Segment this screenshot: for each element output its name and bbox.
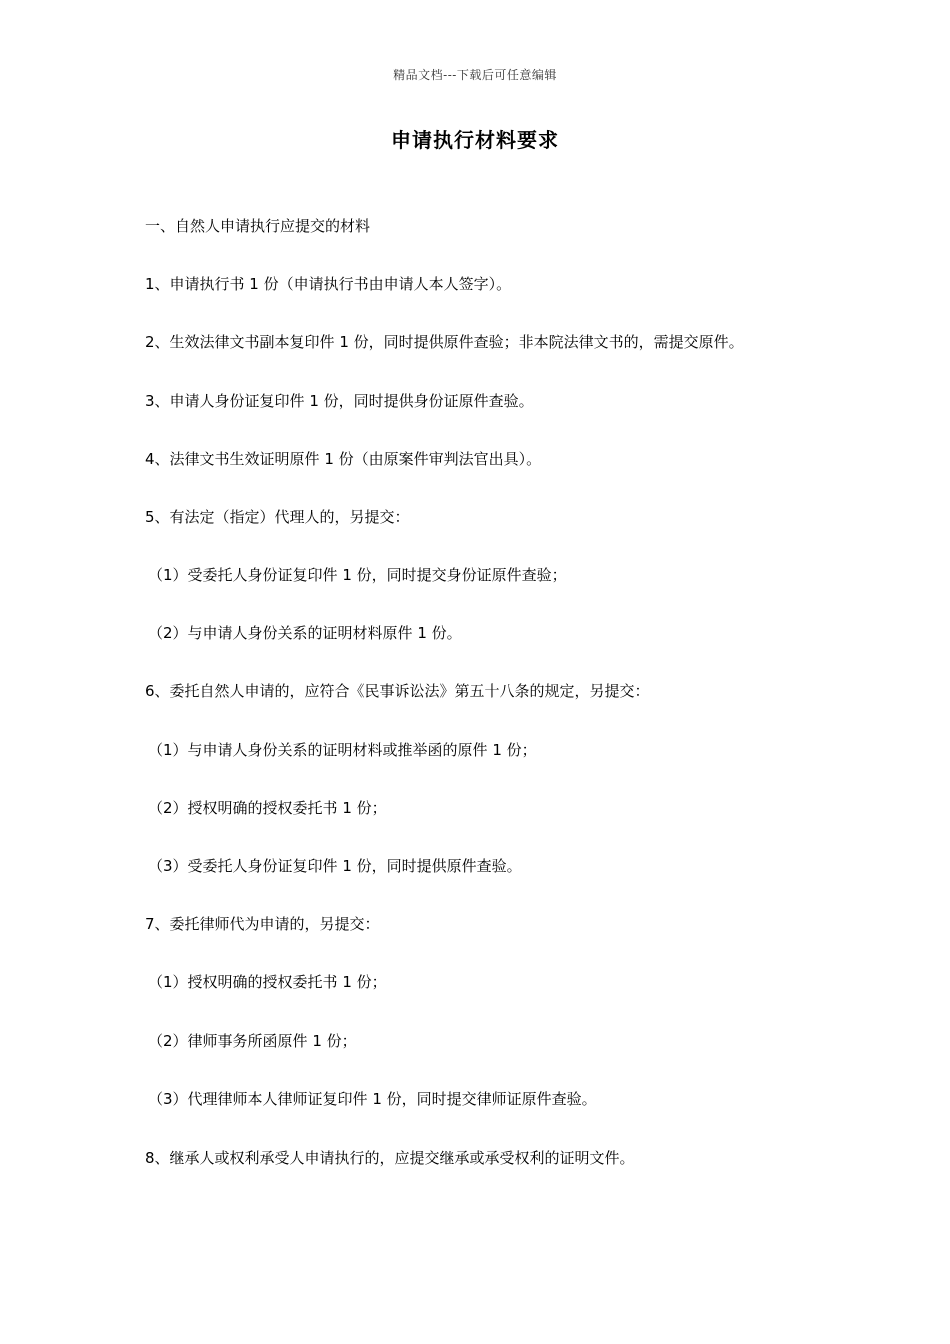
list-item: 8、继承人或权利承受人申请执行的，应提交继承或承受权利的证明文件。: [145, 1149, 635, 1167]
list-item: 4、法律文书生效证明原件 1 份（由原案件审判法官出具）。: [145, 450, 542, 468]
sub-list-item: （2）与申请人身份关系的证明材料原件 1 份。: [148, 624, 462, 642]
list-item: 1、申请执行书 1 份（申请执行书由申请人本人签字）。: [145, 275, 512, 293]
section-heading: 一、自然人申请执行应提交的材料: [145, 217, 371, 235]
page-header: 精品文档---下载后可任意编辑: [393, 68, 557, 82]
sub-list-item: （3）代理律师本人律师证复印件 1 份，同时提交律师证原件查验。: [148, 1090, 597, 1108]
sub-list-item: （1）受委托人身份证复印件 1 份，同时提交身份证原件查验；: [148, 566, 567, 584]
list-item: 3、申请人身份证复印件 1 份，同时提供身份证原件查验。: [145, 392, 534, 410]
list-item: 2、生效法律文书副本复印件 1 份，同时提供原件查验；非本院法律文书的，需提交原件。: [145, 333, 744, 351]
sub-list-item: （2）授权明确的授权委托书 1 份；: [148, 799, 387, 817]
list-item: 7、委托律师代为申请的，另提交：: [145, 915, 380, 933]
document-title: 申请执行材料要求: [391, 128, 559, 152]
sub-list-item: （1）与申请人身份关系的证明材料或推举函的原件 1 份；: [148, 741, 537, 759]
sub-list-item: （1）授权明确的授权委托书 1 份；: [148, 973, 387, 991]
list-item: 5、有法定（指定）代理人的，另提交：: [145, 508, 410, 526]
sub-list-item: （3）受委托人身份证复印件 1 份，同时提供原件查验。: [148, 857, 522, 875]
sub-list-item: （2）律师事务所函原件 1 份；: [148, 1032, 357, 1050]
list-item: 6、委托自然人申请的，应符合《民事诉讼法》第五十八条的规定，另提交：: [145, 682, 650, 700]
